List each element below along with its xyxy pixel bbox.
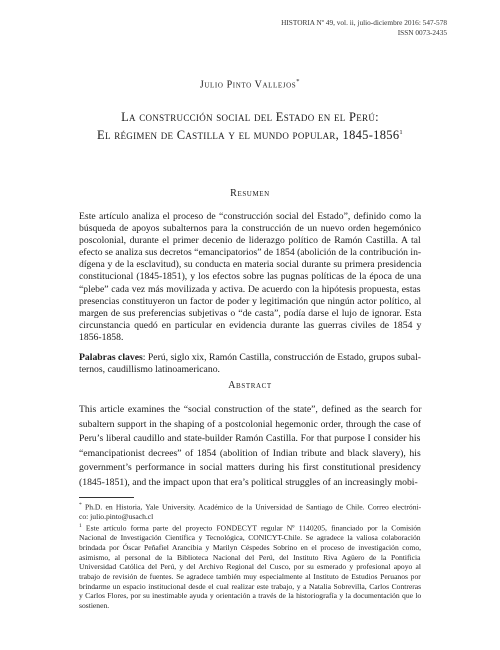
- resumen-line: búsqueda de apoyos subalternos para la construcción de un nuevo orden hegemónico: [79, 223, 422, 235]
- resumen-line: poscolonial, durante el primer decenio de liderazgo político de Ramón Castilla. A tal: [79, 235, 421, 247]
- resumen-line: dígena y de la esclavitud), su conducta en materia social durante su primera presidencia: [79, 259, 422, 271]
- resumen-paragraph: [79, 211, 421, 344]
- footnote-author-text: Ph.D. en Historia, Yale University. Académico de la Universidad de Santiago de Chile. Correo electróni-: [81, 502, 422, 512]
- footnotes: [79, 501, 421, 611]
- author-name-text: Julio Pinto Vallejos: [199, 79, 297, 91]
- footnote-divider: [79, 497, 134, 498]
- keywords-label: Palabras claves: [79, 352, 143, 363]
- keywords-line: [79, 352, 421, 364]
- title-footnote-marker: 1: [399, 129, 403, 136]
- abstract-heading: Abstract: [228, 380, 272, 391]
- journal-issue-line: HISTORIA Nº 49, vol. ii, julio-diciembre 2016: 547-578: [281, 18, 447, 27]
- article-title: [40, 110, 460, 143]
- abstract-line: This article examines the “social construction of the state”, defined as the search for: [79, 404, 422, 415]
- title-line-2-text: El régimen de Castilla y el mundo popular, 1845-1856: [97, 128, 400, 143]
- footnote-1-line: Universidad Católica del Perú, y del Archivo Regional del Cusco, por su esmerado y profesional apoyo al: [79, 562, 421, 572]
- journal-reference: [281, 18, 447, 37]
- resumen-heading: Resumen: [230, 188, 270, 199]
- footnote-1-line: brindada por Óscar Peñafiel Arancibia y Marilyn Céspedes Sobrino en el proceso de investigación como,: [79, 542, 422, 552]
- resumen-line: circunstancia quedó en particular en evidencia durante las guerras civiles de 1854 y: [79, 319, 422, 331]
- abstract-line: Peru’s liberal caudillo and state-builder Ramón Castilla. For that purpose I consider his: [79, 433, 421, 444]
- abstract-line: subaltern support in the shaping of a postcolonial hegemonic order, through the case of: [79, 418, 421, 430]
- abstract-line: government’s performance in social matters during his first constitutional presidency: [79, 462, 422, 473]
- issn-line: ISSN 0073-2435: [397, 27, 447, 37]
- footnote-1-line: [79, 522, 421, 533]
- resumen-line: margen de sus preferencias subjetivas o “de casta”, podía darse el lujo de ignorar. Esta: [79, 307, 422, 319]
- footnote-author-line: co: julio.pinto@usach.cl: [79, 512, 154, 522]
- footnote-1-marker: 1: [79, 522, 82, 529]
- resumen-line: constitucional (1845-1851), y los efectos sobre las pugnas políticas de la época de una: [79, 271, 422, 283]
- abstract-line: “emancipationist decrees” of 1854 (abolition of Indian tribute and black slavery), his: [79, 447, 421, 459]
- title-line-2: [40, 125, 460, 143]
- keywords-line: ternos, caudillismo latinoamericano.: [79, 364, 220, 376]
- resumen-line: efecto se analiza sus decretos “emancipatorios” de 1854 (abolición de la contribución in-: [79, 247, 422, 259]
- author-footnote-marker: *: [296, 78, 301, 85]
- resumen-line: Este artículo analiza el proceso de “construcción social del Estado”, definido como la: [79, 211, 422, 222]
- author-name: [0, 78, 500, 90]
- footnote-1-line: trabajo de revisión de fuentes. Se agradece también muy especialmente al Instituto de Estudios Peruanos por: [79, 571, 421, 581]
- abstract-line: (1845-1851), and the impact upon that era’s political struggles of an increasingly mobi-: [79, 476, 418, 488]
- footnote-1-line: brindarme un espacio institucional desde el cual realizar este trabajo, y a Natalia Sobrevilla, Carlos Contreras: [79, 581, 422, 591]
- footnote-1-line: sostienen.: [79, 601, 110, 611]
- footnote-author-marker: *: [79, 502, 82, 508]
- resumen-line: 1856-1858.: [79, 331, 124, 343]
- footnote-1-text: Este artículo forma parte del proyecto FONDECYT regular Nº 1140205, financiado por la Comisión: [81, 523, 421, 533]
- footnote-author-line: [79, 501, 421, 512]
- footnote-1-line: y Carlos Flores, por su inestimable ayuda y orientación a través de la historiografía y la documentación que lo: [79, 591, 422, 601]
- footnote-1-line: asimismo, al personal de la Biblioteca Nacional del Perú, del Instituto Riva Agüero de la Pontificia: [79, 552, 421, 562]
- keywords-text: : Perú, siglo xix, Ramón Castilla, construcción de Estado, grupos subal-: [142, 352, 421, 363]
- title-line-1: La construcción social del Estado en el Perú:: [121, 110, 379, 124]
- keywords-paragraph: [79, 352, 421, 376]
- footnote-1-line: Nacional de Investigación Científica y Tecnológica, CONICYT-Chile. Se agradece la valiosa colaboración: [79, 533, 421, 543]
- resumen-line: “plebe” cada vez más movilizada y activa. De acuerdo con la hipótesis propuesta, estas: [79, 283, 421, 295]
- abstract-paragraph: [79, 403, 421, 490]
- resumen-line: presencias constituyeron un factor de poder y legitimación que ningún actor político, al: [79, 295, 422, 307]
